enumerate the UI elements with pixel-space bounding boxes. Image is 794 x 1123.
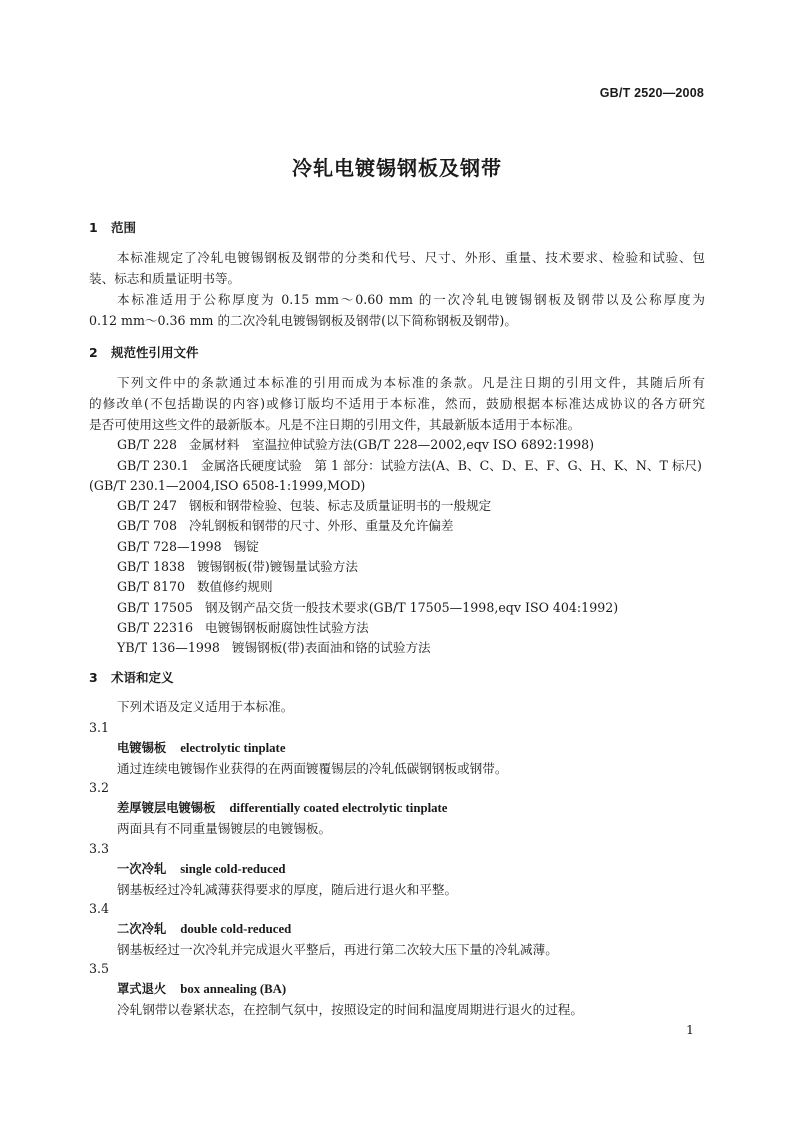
reference-item <box>117 618 705 638</box>
term-definition: 冷轧钢带以卷紧状态，在控制气氛中，按照设定的时间和温度周期进行退火的过程。 <box>117 1002 583 1017</box>
reference-title: 金属洛氏硬度试验 第 1 部分：试验方法(A、B、C、D、E、F、G、H、K、N、T 标尺) <box>201 458 702 473</box>
term-zh: 电镀锡板 <box>117 741 167 755</box>
document-title: 冷轧电镀锡钢板及钢带 <box>292 156 502 180</box>
paragraph-line: 的修改单(不包括勘误的内容)或修订版均不适用于本标准，然而，鼓励根据本标准达成协议的各方研究 <box>89 396 705 411</box>
reference-code: GB/T 230.1 <box>117 458 190 473</box>
term-number: 3.4 <box>89 901 110 916</box>
paragraph-line: 本标准适用于公称厚度为 0.15 mm～0.60 mm 的一次冷轧电镀锡钢板及钢带以及公称厚度为 <box>117 292 705 307</box>
term-definition: 两面具有不同重量锡镀层的电镀锡板。 <box>117 821 332 836</box>
term-number: 3.5 <box>89 961 110 976</box>
section-number: 3 <box>89 670 98 685</box>
term-en: double cold-reduced <box>180 922 292 936</box>
term-number: 3.3 <box>89 841 110 856</box>
term-heading <box>117 919 705 939</box>
reference-code: GB/T 708 <box>117 518 177 533</box>
reference-title: 镀锡钢板(带)镀锡量试验方法 <box>197 559 358 574</box>
reference-item <box>117 577 705 597</box>
reference-code: GB/T 228 <box>117 437 177 452</box>
section-heading <box>89 343 705 363</box>
term-definition: 钢基板经过冷轧减薄获得要求的厚度，随后进行退火和平整。 <box>117 882 458 897</box>
reference-code: GB/T 8170 <box>117 579 186 594</box>
reference-title: 电镀锡钢板耐腐蚀性试验方法 <box>205 620 369 635</box>
term-heading <box>117 798 705 818</box>
section-heading <box>89 218 705 238</box>
term-zh: 二次冷轧 <box>117 922 167 936</box>
reference-item <box>117 638 705 658</box>
reference-title: 钢及钢产品交货一般技术要求(GB/T 17505—1998,eqv ISO 404:1992) <box>205 600 619 615</box>
section-title: 术语和定义 <box>111 670 174 685</box>
term-en: single cold-reduced <box>180 862 286 876</box>
page-number: 1 <box>686 1022 694 1037</box>
paragraph-line: 装、标志和质量证明书等。 <box>89 271 241 286</box>
term-zh: 罩式退火 <box>117 982 167 996</box>
section-heading <box>89 668 705 688</box>
term-heading <box>117 738 705 758</box>
reference-item <box>117 537 705 557</box>
term-heading <box>117 979 705 999</box>
term-number: 3.1 <box>89 720 110 735</box>
term-zh: 差厚镀层电镀锡板 <box>117 801 216 815</box>
paragraph-line: 0.12 mm～0.36 mm 的二次冷轧电镀锡钢板及钢带(以下简称钢板及钢带)。 <box>89 313 517 328</box>
term-definition: 通过连续电镀锡作业获得的在两面镀覆锡层的冷轧低碳钢钢板或钢带。 <box>117 761 508 776</box>
paragraph-line: 下列术语及定义适用于本标准。 <box>117 699 294 714</box>
section-number: 1 <box>89 220 98 235</box>
reference-item <box>117 516 705 536</box>
section-title: 范围 <box>111 220 137 235</box>
term-number: 3.2 <box>89 780 110 795</box>
reference-code: GB/T 247 <box>117 498 177 513</box>
term-zh: 一次冷轧 <box>117 862 167 876</box>
reference-code: GB/T 17505 <box>117 600 194 615</box>
reference-code: GB/T 728—1998 <box>117 539 222 554</box>
term-heading <box>117 859 705 879</box>
paragraph-line: 本标准规定了冷轧电镀锡钢板及钢带的分类和代号、尺寸、外形、重量、技术要求、检验和试验、包 <box>117 250 705 265</box>
term-en: electrolytic tinplate <box>180 741 286 755</box>
term-en: differentially coated electrolytic tinplate <box>229 801 448 815</box>
reference-continuation: (GB/T 230.1—2004,ISO 6508-1:1999,MOD) <box>89 478 366 493</box>
section-title: 规范性引用文件 <box>111 345 199 360</box>
reference-item <box>117 496 705 516</box>
section-number: 2 <box>89 345 98 360</box>
reference-code: GB/T 22316 <box>117 620 194 635</box>
paragraph-line: 下列文件中的条款通过本标准的引用而成为本标准的条款。凡是注日期的引用文件，其随后所有 <box>117 375 705 390</box>
reference-title: 钢板和钢带检验、包装、标志及质量证明书的一般规定 <box>189 498 492 513</box>
reference-item <box>117 435 705 455</box>
reference-item <box>117 557 705 577</box>
paragraph-line: 是否可使用这些文件的最新版本。凡是不注日期的引用文件，其最新版本适用于本标准。 <box>89 417 581 432</box>
reference-title: 镀锡钢板(带)表面油和铬的试验方法 <box>231 640 431 655</box>
reference-title: 冷轧钢板和钢带的尺寸、外形、重量及允许偏差 <box>189 518 454 533</box>
term-definition: 钢基板经过一次冷轧并完成退火平整后，再进行第二次较大压下量的冷轧减薄。 <box>117 942 558 957</box>
reference-title: 数值修约规则 <box>197 579 273 594</box>
reference-title: 金属材料 室温拉伸试验方法(GB/T 228—2002,eqv ISO 6892:1998) <box>189 437 595 452</box>
reference-code: GB/T 1838 <box>117 559 186 574</box>
standard-number: GB/T 2520—2008 <box>599 86 704 100</box>
reference-item <box>117 598 705 618</box>
reference-title: 锡锭 <box>233 539 259 554</box>
term-en: box annealing (BA) <box>180 982 287 996</box>
reference-code: YB/T 136—1998 <box>117 640 220 655</box>
reference-item <box>117 456 705 476</box>
